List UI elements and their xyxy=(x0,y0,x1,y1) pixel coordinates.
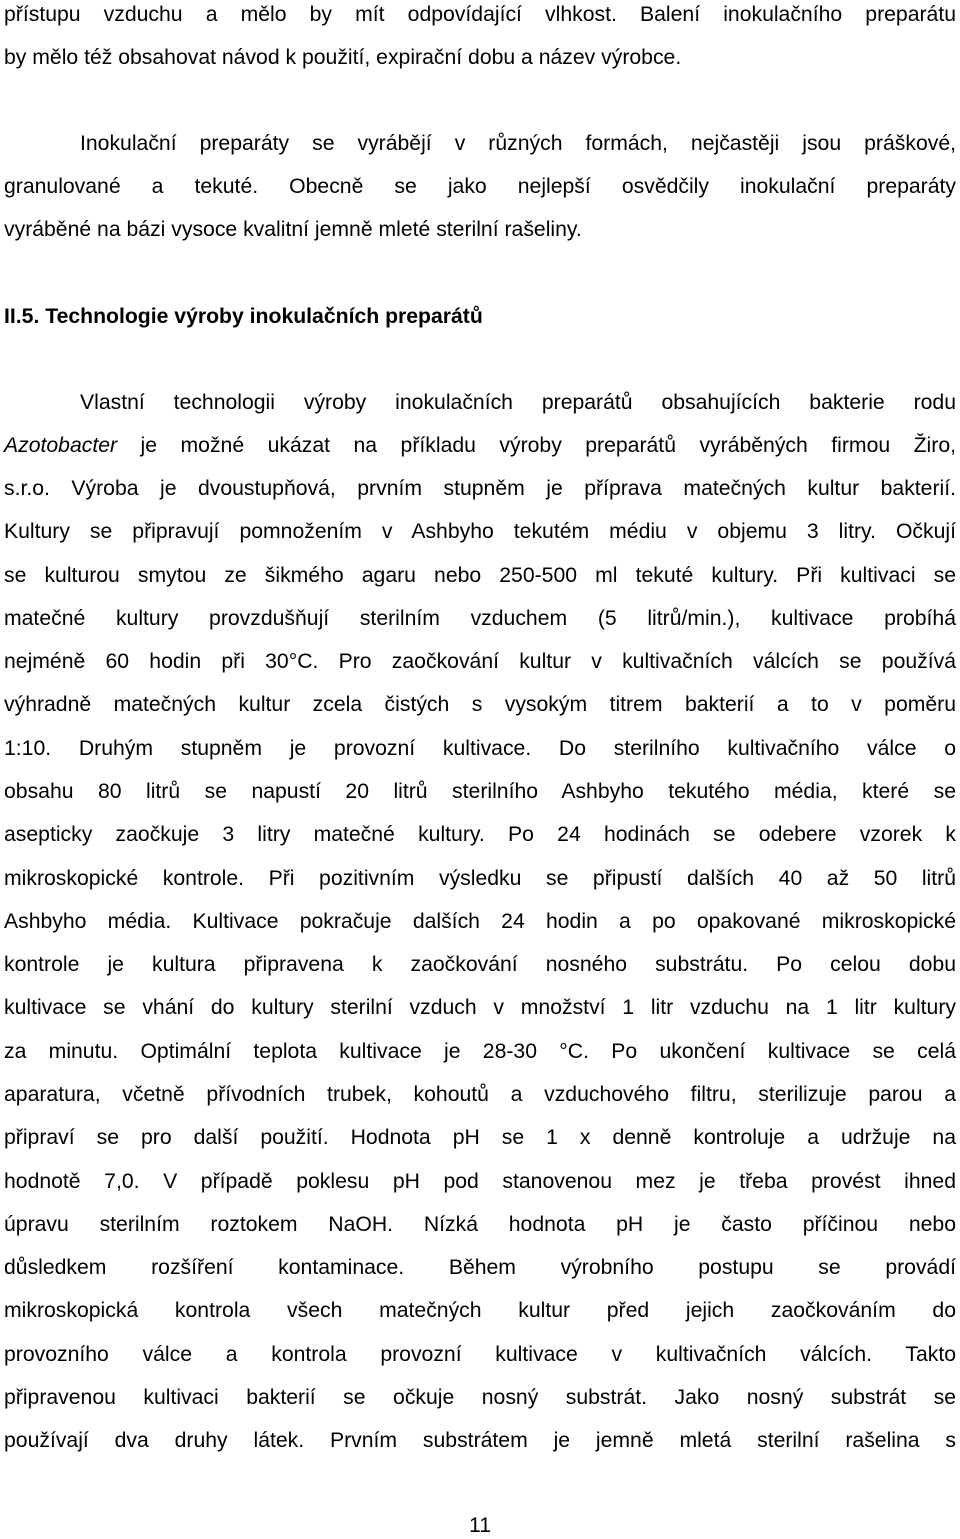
text-line: asepticky zaočkuje 3 litry matečné kultury. Po 24 hodinách se odebere vzorek k xyxy=(4,823,956,846)
text-line: s.r.o. Výroba je dvoustupňová, prvním stupněm je příprava matečných kultur bakterií. xyxy=(4,477,956,500)
text-line: Kultury se připravují pomnožením v Ashbyho tekutém médiu v objemu 3 litry. Očkují xyxy=(4,520,956,543)
section-heading: II.5. Technologie výroby inokulačních preparátů xyxy=(4,305,483,328)
text-line: Ashbyho média. Kultivace pokračuje dalších 24 hodin a po opakované mikroskopické xyxy=(4,910,956,933)
text-line: za minutu. Optimální teplota kultivace je 28-30 °C. Po ukončení kultivace se celá xyxy=(4,1040,956,1063)
text-line: používají dva druhy látek. Prvním substrátem je jemně mletá sterilní rašelina s xyxy=(4,1429,956,1452)
text-line: Inokulační preparáty se vyrábějí v různých formách, nejčastěji jsou práškové, xyxy=(80,132,956,155)
text-line: důsledkem rozšíření kontaminace. Během výrobního postupu se provádí xyxy=(4,1256,956,1279)
text-line: výhradně matečných kultur zcela čistých s vysokým titrem bakterií a to v poměru xyxy=(4,693,956,716)
text-line: mikroskopické kontrole. Při pozitivním výsledku se připustí dalších 40 až 50 litrů xyxy=(4,867,956,890)
page-number: 11 xyxy=(469,1514,491,1537)
text-line: úpravu sterilním roztokem NaOH. Nízká hodnota pH je často příčinou nebo xyxy=(4,1213,956,1236)
text-line: granulované a tekuté. Obecně se jako nejlepší osvědčily inokulační preparáty xyxy=(4,175,956,198)
text-line: připraví se pro další použití. Hodnota pH se 1 x denně kontroluje a udržuje na xyxy=(4,1126,956,1149)
text-line: aparatura, včetně přívodních trubek, kohoutů a vzduchového filtru, sterilizuje parou a xyxy=(4,1083,956,1106)
text-line: připravenou kultivaci bakterií se očkuje nosný substrát. Jako nosný substrát se xyxy=(4,1386,956,1409)
text-line: mikroskopická kontrola všech matečných kultur před jejich zaočkováním do xyxy=(4,1299,956,1322)
text-line: provozního válce a kontrola provozní kultivace v kultivačních válcích. Takto xyxy=(4,1343,956,1366)
text-line: matečné kultury provzdušňují sterilním vzduchem (5 litrů/min.), kultivace probíhá xyxy=(4,607,956,630)
text-line: se kulturou smytou ze šikmého agaru nebo 250-500 ml tekuté kultury. Při kultivaci se xyxy=(4,564,956,587)
genus-name: Azotobacter xyxy=(4,434,118,457)
text-line: přístupu vzduchu a mělo by mít odpovídající vlhkost. Balení inokulačního preparátu xyxy=(4,3,956,26)
text-line: kontrole je kultura připravena k zaočkování nosného substrátu. Po celou dobu xyxy=(4,953,956,976)
text-line: hodnotě 7,0. V případě poklesu pH pod stanovenou mez je třeba provést ihned xyxy=(4,1170,956,1193)
text-line: vyráběné na bázi vysoce kvalitní jemně mleté sterilní rašeliny. xyxy=(4,218,582,241)
text-span: je možné ukázat na příkladu výroby preparátů vyráběných firmou Žiro, xyxy=(117,434,956,457)
text-line: 1:10. Druhým stupněm je provozní kultivace. Do sterilního kultivačního válce o xyxy=(4,737,956,760)
text-line: Vlastní technologii výroby inokulačních preparátů obsahujících bakterie rodu xyxy=(80,391,956,414)
text-line: obsahu 80 litrů se napustí 20 litrů sterilního Ashbyho tekutého média, které se xyxy=(4,780,956,803)
text-line: kultivace se vhání do kultury sterilní vzduch v množství 1 litr vzduchu na 1 litr kultury xyxy=(4,996,956,1019)
text-line: by mělo též obsahovat návod k použití, expirační dobu a název výrobce. xyxy=(4,46,682,69)
text-line xyxy=(4,433,956,459)
text-line: nejméně 60 hodin při 30°C. Pro zaočkování kultur v kultivačních válcích se používá xyxy=(4,650,956,673)
